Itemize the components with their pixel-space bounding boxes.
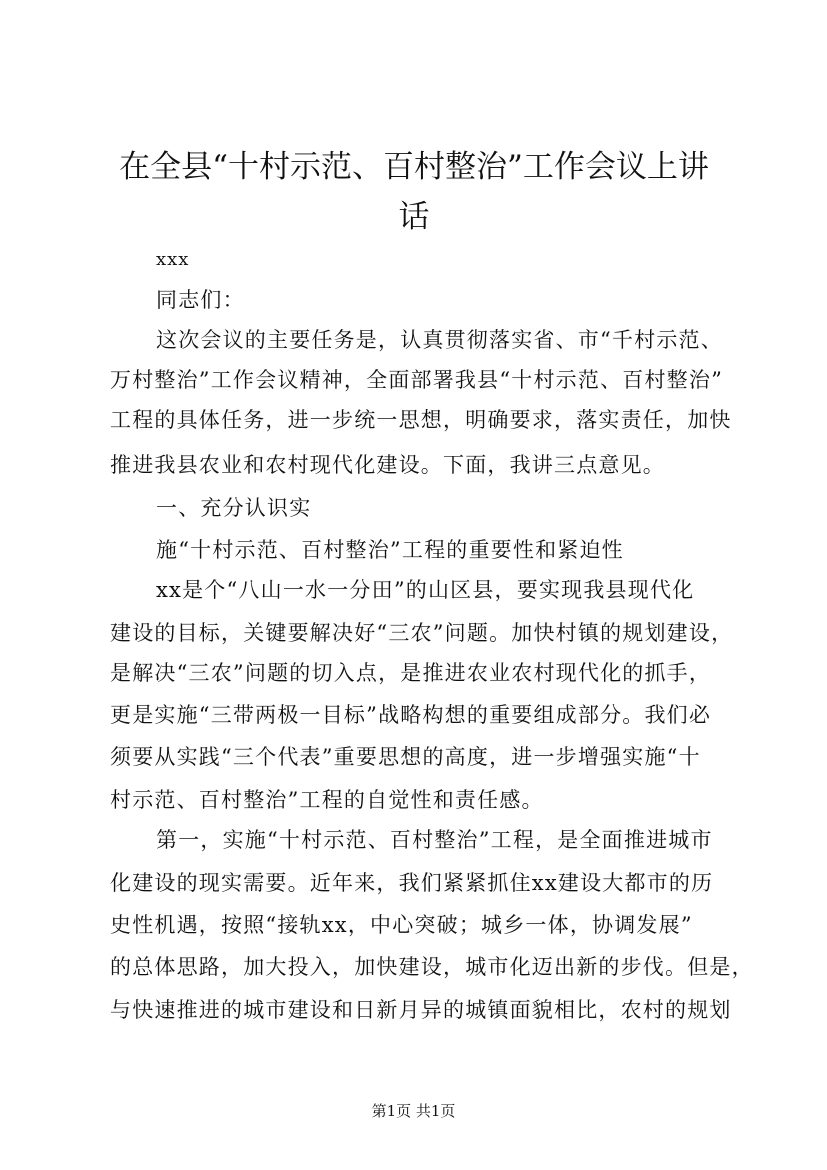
paragraph-line: 化建设的现实需要。近年来，我们紧紧抓住xx建设大都市的历 [110, 871, 714, 895]
paragraph-line: 史性机遇，按照“接轨xx，中心突破；城乡一体，协调发展” [110, 913, 693, 937]
paragraph-line: 与快速推进的城市建设和日新月异的城镇面貌相比，农村的规划 [110, 998, 732, 1022]
paragraph-line: 推进我县农业和农村现代化建设。下面，我讲三点意见。 [110, 453, 665, 477]
paragraph-line: 是解决“三农”问题的切入点，是推进农业农村现代化的抓手， [110, 661, 712, 685]
paragraph-line: 更是实施“三带两极一目标”战略构想的重要组成部分。我们必 [110, 703, 712, 727]
document-title: 在全县“十村示范、百村整治”工作会议上讲话 [119, 149, 709, 235]
page-footer: 第1页 共1页 [371, 1102, 456, 1120]
section-heading: 一、充分认识实 [156, 496, 312, 520]
paragraph-line: 村示范、百村整治”工程的自觉性和责任感。 [110, 788, 544, 812]
paragraph-line: 的总体思路，加大投入，加快建设，城市化迈出新的步伐。但是， [110, 955, 754, 979]
paragraph-line: 须要从实践“三个代表”重要思想的高度，进一步增强实施“十 [110, 745, 701, 769]
salutation: 同志们： [156, 288, 245, 312]
paragraph-line: 建设的目标，关键要解决好“三农”问题。加快村镇的规划建设， [110, 621, 734, 645]
paragraph-line: 工程的具体任务，进一步统一思想，明确要求，落实责任，加快 [110, 408, 732, 432]
paragraph-line: 第一，实施“十村示范、百村整治”工程，是全面推进城市 [156, 828, 713, 852]
paragraph-line: xx是个“八山一水一分田”的山区县，要实现我县现代化 [156, 578, 695, 602]
section-heading: 施“十村示范、百村整治”工程的重要性和紧迫性 [156, 538, 624, 562]
paragraph-line: 万村整治”工作会议精神，全面部署我县“十村示范、百村整治” [110, 368, 724, 392]
author-line: xxx [156, 249, 190, 270]
paragraph-line: 这次会议的主要任务是，认真贯彻落实省、市“千村示范、 [156, 328, 723, 352]
